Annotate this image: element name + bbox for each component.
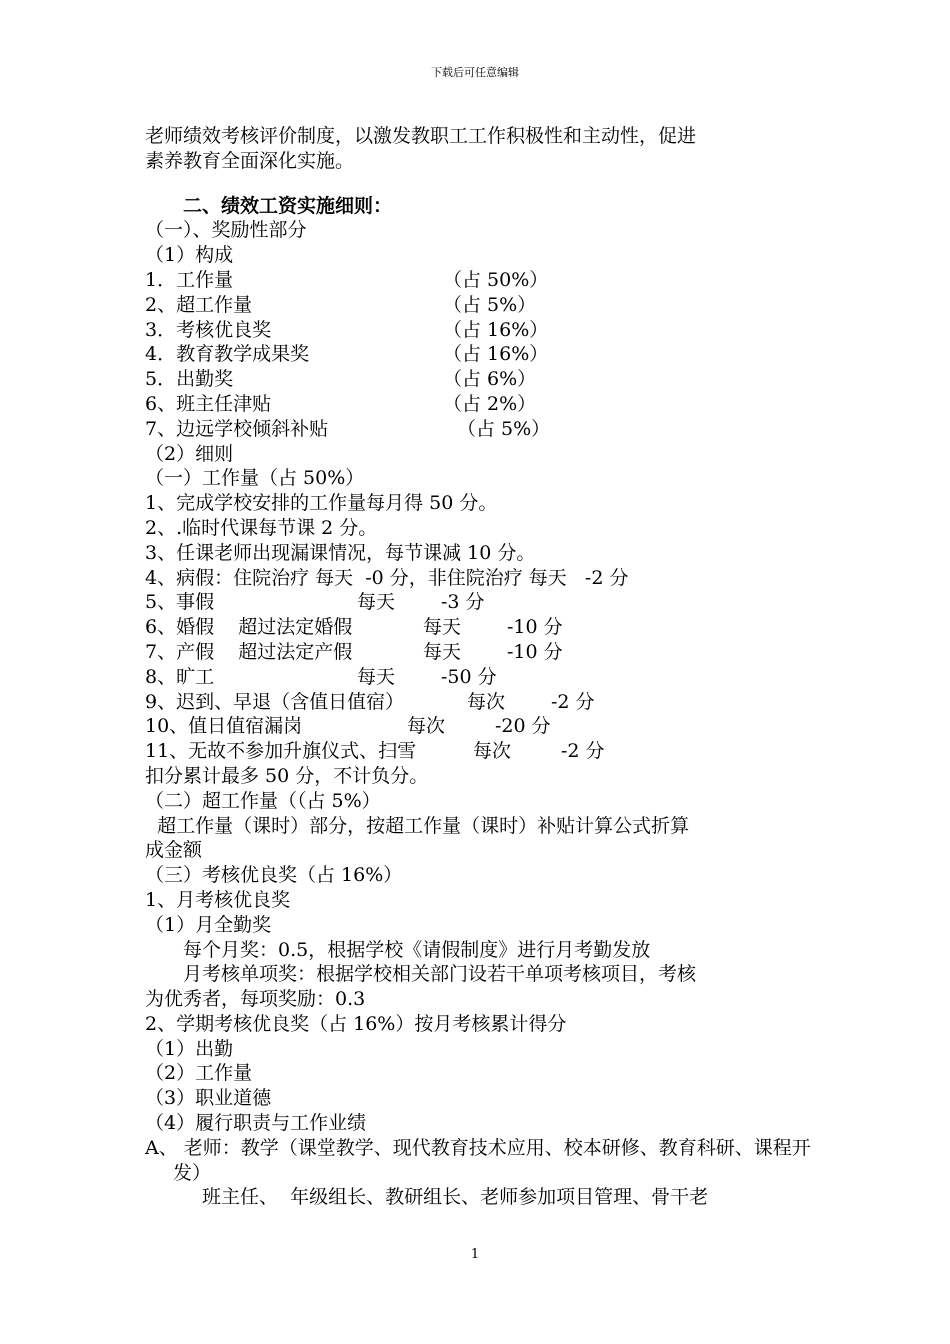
part-title: （一）、奖励性部分 — [145, 219, 307, 242]
composition-name: 7、边远学校倾斜补贴 — [145, 417, 329, 440]
composition-pct: （占 16%） — [443, 343, 549, 366]
composition-row — [145, 367, 815, 392]
leave-type: 9、迟到、早退（含值日值宿） — [145, 690, 405, 713]
leave-row — [145, 640, 815, 665]
leave-score: -2 分 — [561, 740, 605, 763]
leave-type: 7、产假 超过法定产假 — [145, 640, 353, 663]
leave-unit: 每天 — [357, 591, 396, 614]
workload-item: 3、任课老师出现漏课情况，每节课减 10 分。 — [145, 541, 536, 564]
leave-unit: 每天 — [357, 665, 396, 688]
composition-pct: （占 5%） — [457, 417, 551, 440]
composition-row — [145, 417, 815, 442]
workload-title: （一）工作量（占 50%） — [145, 467, 365, 490]
overtime-text-1: 超工作量（课时）部分，按超工作量（课时）补贴计算公式折算 — [145, 814, 690, 837]
intro-line-1: 老师绩效考核评价制度，以激发教职工工作积极性和主动性，促进 — [145, 125, 697, 147]
leave-type: 5、事假 — [145, 591, 215, 614]
monthly-award: 每个月奖：0.5，根据学校《请假制度》进行月考勤发放 — [145, 938, 651, 961]
leave-row — [145, 590, 815, 615]
composition-pct: （占 2%） — [443, 392, 537, 415]
leave-score: -10 分 — [507, 640, 563, 663]
composition-pct: （占 5%） — [443, 293, 537, 316]
page-header: 下载后可任意编辑 — [431, 66, 519, 79]
document-body — [145, 124, 815, 1210]
composition-pct: （占 16%） — [443, 318, 549, 341]
teacher-item: A、 老师：教学（课堂教学、现代教育技术应用、校本研修、教育科研、课程开发） — [145, 1136, 811, 1184]
leave-score: -2 分 — [551, 690, 595, 713]
item-award-1: 月考核单项奖：根据学校相关部门设若干单项考核项目，考核 — [145, 963, 697, 986]
composition-row — [145, 392, 815, 417]
leave-row — [145, 665, 815, 690]
composition-pct: （占 50%） — [443, 268, 549, 291]
leave-unit: 每天 — [423, 616, 462, 639]
term-item: （4）履行职责与工作业绩 — [145, 1112, 367, 1135]
term-item: （2）工作量 — [145, 1062, 253, 1085]
leave-type: 10、值日值宿漏岗 — [145, 715, 303, 738]
leave-type: 6、婚假 超过法定婚假 — [145, 616, 353, 639]
overtime-title: （二）超工作量（（占 5%） — [145, 789, 381, 812]
overtime-text-2: 成金额 — [145, 839, 203, 862]
leave-score: -10 分 — [507, 616, 563, 639]
leave-score: -20 分 — [495, 715, 551, 738]
last-line: 班主任、 年级组长、教研组长、老师参加项目管理、骨干老 — [145, 1186, 709, 1209]
leave-type: 8、旷工 — [145, 665, 215, 688]
leave-score: -50 分 — [441, 665, 497, 688]
monthly-title: 1、月考核优良奖 — [145, 888, 291, 911]
section-title: 二、绩效工资实施细则： — [145, 194, 393, 217]
workload-item: 1、完成学校安排的工作量每月得 50 分。 — [145, 492, 498, 515]
composition-row — [145, 268, 815, 293]
item-award-2: 为优秀者，每项奖励：0.3 — [145, 988, 366, 1011]
leave-row — [145, 714, 815, 739]
term-item: （3）职业道德 — [145, 1087, 272, 1110]
leave-score: -3 分 — [441, 591, 485, 614]
composition-name: 4．教育教学成果奖 — [145, 343, 310, 366]
leave-row — [145, 615, 815, 640]
leave-type: 11、无故不参加升旗仪式、扫雪 — [145, 740, 417, 763]
composition-name: 6、班主任津贴 — [145, 392, 272, 415]
workload-item: 4、病假：住院治疗 每天 -0 分，非住院治疗 每天 -2 分 — [145, 566, 629, 589]
composition-pct: （占 6%） — [443, 368, 537, 391]
deduction-note: 扣分累计最多 50 分，不计负分。 — [145, 764, 429, 787]
page-number: 1 — [470, 1247, 480, 1262]
composition-row — [145, 342, 815, 367]
composition-name: 2、超工作量 — [145, 293, 253, 316]
composition-row — [145, 293, 815, 318]
composition-name: 5．出勤奖 — [145, 368, 234, 391]
workload-item: 2、.临时代课每节课 2 分。 — [145, 516, 378, 539]
composition-name: 1．工作量 — [145, 268, 234, 291]
term-title: 2、学期考核优良奖（占 16%）按月考核累计得分 — [145, 1012, 567, 1035]
composition-title: （1）构成 — [145, 244, 234, 267]
leave-row — [145, 690, 815, 715]
term-item: （1）出勤 — [145, 1037, 234, 1060]
composition-name: 3．考核优良奖 — [145, 318, 272, 341]
leave-unit: 每次 — [473, 740, 512, 763]
leave-unit: 每天 — [423, 640, 462, 663]
award-title: （三）考核优良奖（占 16%） — [145, 864, 403, 887]
leave-unit: 每次 — [407, 715, 446, 738]
details-title: （2）细则 — [145, 442, 234, 465]
leave-unit: 每次 — [467, 690, 506, 713]
attendance-title: （1）月全勤奖 — [145, 913, 272, 936]
spacer — [145, 174, 815, 194]
composition-row — [145, 318, 815, 343]
intro-line-2: 素养教育全面深化实施。 — [145, 149, 355, 172]
leave-row — [145, 739, 815, 764]
